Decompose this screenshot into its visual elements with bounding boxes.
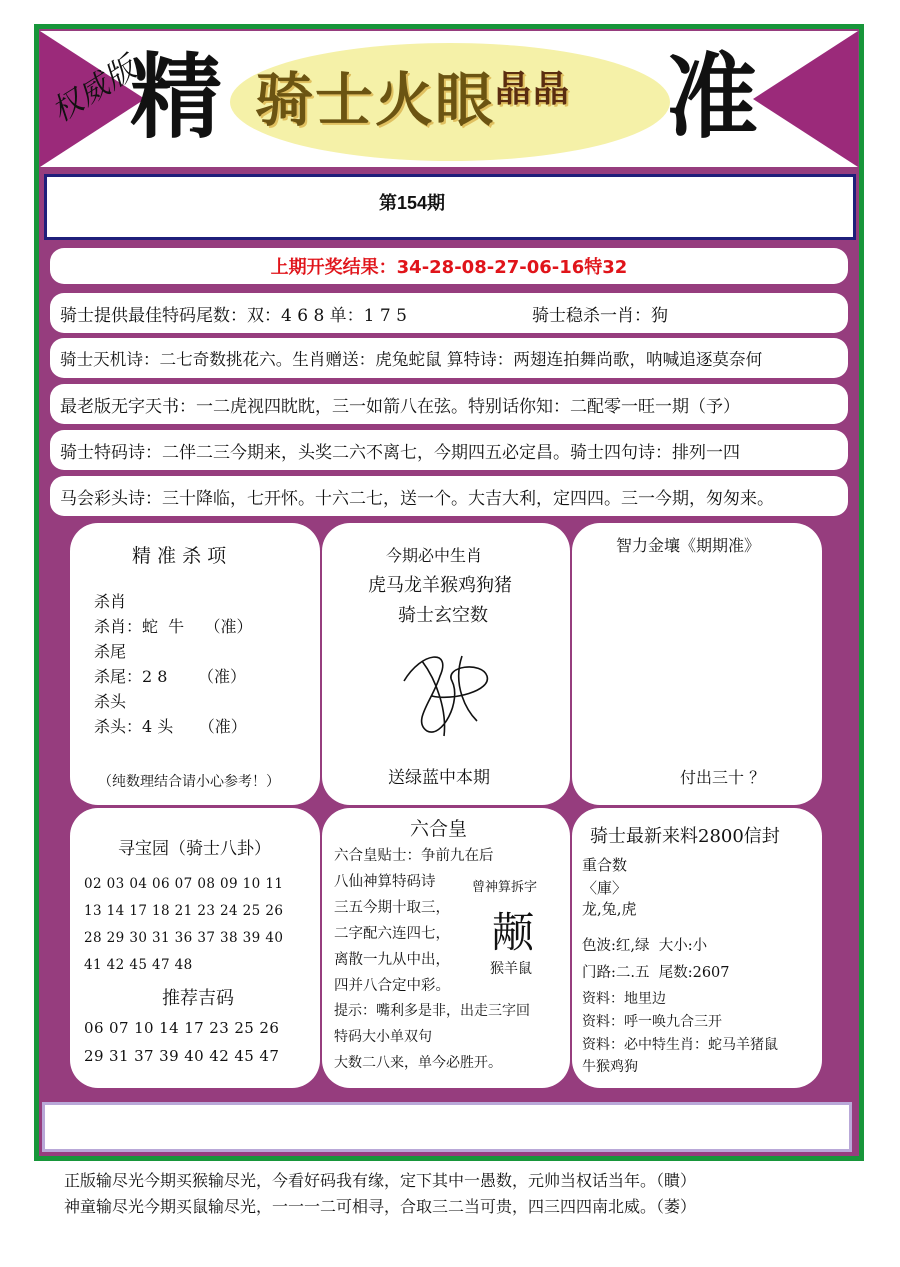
- envelope-card: [572, 808, 822, 1088]
- issue-number: 第154期: [379, 193, 446, 213]
- poem-line: 二字配六连四七，: [334, 926, 450, 942]
- kill-line: 杀头: [94, 692, 127, 711]
- logo-title-main: 骑士火眼: [255, 66, 496, 134]
- zodiac-list: 虎马龙羊猴鸡狗猪: [368, 575, 512, 596]
- split-zodiac: 猴羊鼠: [490, 961, 532, 977]
- kill-items-title: 精 准 杀 项: [132, 545, 227, 567]
- info-row-1: [50, 293, 848, 333]
- wisdom-card: [572, 523, 822, 805]
- recommend-title: 推荐吉码: [162, 988, 234, 1009]
- recommend-row: 06 07 10 14 17 23 25 26: [84, 1019, 280, 1037]
- edition-label: 权威版: [45, 50, 144, 130]
- logo-title-small: 晶晶: [495, 68, 572, 110]
- recommend-row: 29 31 37 39 40 42 45 47: [84, 1047, 280, 1065]
- envelope-line: 〈庫〉: [582, 879, 628, 897]
- liuhe-title: 六合皇: [410, 818, 468, 840]
- signature-scribble-icon: [392, 641, 502, 741]
- poem-line: 离散一九从中出，: [334, 952, 450, 968]
- zodiac-card: [322, 523, 570, 805]
- envelope-title: 骑士最新来料2800信封: [590, 826, 780, 847]
- tip-line: 特码大小单双句: [334, 1029, 432, 1045]
- footer-line-2: 神童输尽光今期买鼠输尽光，一一一二可相寻，合取三二当可贵，四三四四南北威。（萎）: [64, 1197, 697, 1216]
- zodiac-footer: 送绿蓝中本期: [388, 768, 490, 788]
- envelope-line: 资料：必中特生肖：蛇马羊猪鼠: [582, 1037, 778, 1053]
- treasure-title: 寻宝园（骑士八卦）: [118, 839, 271, 859]
- number-row: 41 42 45 47 48: [84, 957, 193, 973]
- mystic-number-title: 骑士玄空数: [398, 605, 488, 626]
- kill-line: 杀尾：2 8 （准）: [94, 667, 246, 686]
- liuhe-card: [322, 808, 570, 1088]
- tip-line: 大数二八来，单今必胜开。: [334, 1055, 502, 1071]
- envelope-line: 门路:二.五 尾数:2607: [582, 965, 730, 981]
- issue-bar: [44, 174, 856, 240]
- treasure-card: [70, 808, 320, 1088]
- number-row: 02 03 04 06 07 08 09 10 11: [84, 876, 284, 892]
- kill-note: （纯数理结合请小心参考！）: [98, 774, 280, 790]
- envelope-line: 龙,兔,虎: [582, 900, 637, 918]
- title-left-char: 精: [130, 43, 223, 151]
- number-row: 28 29 30 31 36 37 38 39 40: [84, 930, 284, 946]
- footer-line-1: 正版输尽光今期买猴输尽光，今看好码我有缘，定下其中一愚数，元帅当权话当年。（瞶）: [64, 1171, 697, 1190]
- number-row: 13 14 17 18 21 23 24 25 26: [84, 903, 284, 919]
- kill-line: 杀头：4 头 （准）: [94, 717, 247, 736]
- last-result: 上期开奖结果：34-28-08-27-06-16特32: [50, 248, 848, 284]
- split-char: 颟: [492, 908, 535, 957]
- wisdom-footer: 付出三十 ？: [680, 768, 766, 787]
- tip-line: 提示：嘴利多是非，出走三字回: [334, 1003, 530, 1019]
- info-row-2: 骑士天机诗：二七奇数挑花六。生肖赠送：虎兔蛇鼠 算特诗：两翅连拍舞尚歌，呐喊追逐莫奈何: [50, 338, 848, 378]
- poem-line: 三五今期十取三，: [334, 900, 450, 916]
- envelope-line: 牛猴鸡狗: [582, 1059, 638, 1075]
- info-row-5: 马会彩头诗：三十降临，七开怀。十六二七，送一个。大吉大利，定四四。三一今期，匆匆来。: [50, 476, 848, 516]
- bottom-panel: [42, 1102, 852, 1152]
- tail-numbers-text: 骑士提供最佳特码尾数：双：4 6 8 单：1 7 5: [60, 305, 407, 326]
- kill-items-card: [70, 523, 320, 805]
- kill-line: 杀肖：蛇 牛 （准）: [94, 617, 253, 636]
- info-row-4: 骑士特码诗：二伴二三今期来，头奖二六不离七，今期四五必定昌。骑士四句诗：排列一四: [50, 430, 848, 470]
- split-char-title: 曾神算拆字: [472, 880, 538, 895]
- envelope-line: 色波:红,绿 大小:小: [582, 938, 708, 954]
- poem-line: 六合皇贴士：争前九在后: [334, 848, 494, 864]
- envelope-line: 重合数: [582, 856, 628, 874]
- title-right-char: 准: [666, 43, 759, 151]
- header-banner: [40, 31, 858, 167]
- poem-line: 八仙神算特码诗: [334, 874, 436, 890]
- envelope-line: 资料：呼一唤九合三开: [582, 1014, 722, 1030]
- logo-title: [255, 66, 572, 134]
- zodiac-heading: 今期必中生肖: [386, 546, 483, 565]
- right-triangle: [753, 31, 858, 167]
- kill-zodiac-text: 骑士稳杀一肖：狗: [532, 305, 668, 326]
- poem-line: 四并八合定中彩。: [334, 978, 450, 994]
- kill-line: 杀肖: [94, 592, 127, 611]
- info-row-3: 最老版无字天书：一二虎视四眈眈，三一如箭八在弦。特别话你知：二配零一旺一期（予）: [50, 384, 848, 424]
- wisdom-title: 智力金壤《期期准》: [616, 536, 761, 555]
- kill-line: 杀尾: [94, 642, 127, 661]
- envelope-line: 资料：地里边: [582, 991, 666, 1007]
